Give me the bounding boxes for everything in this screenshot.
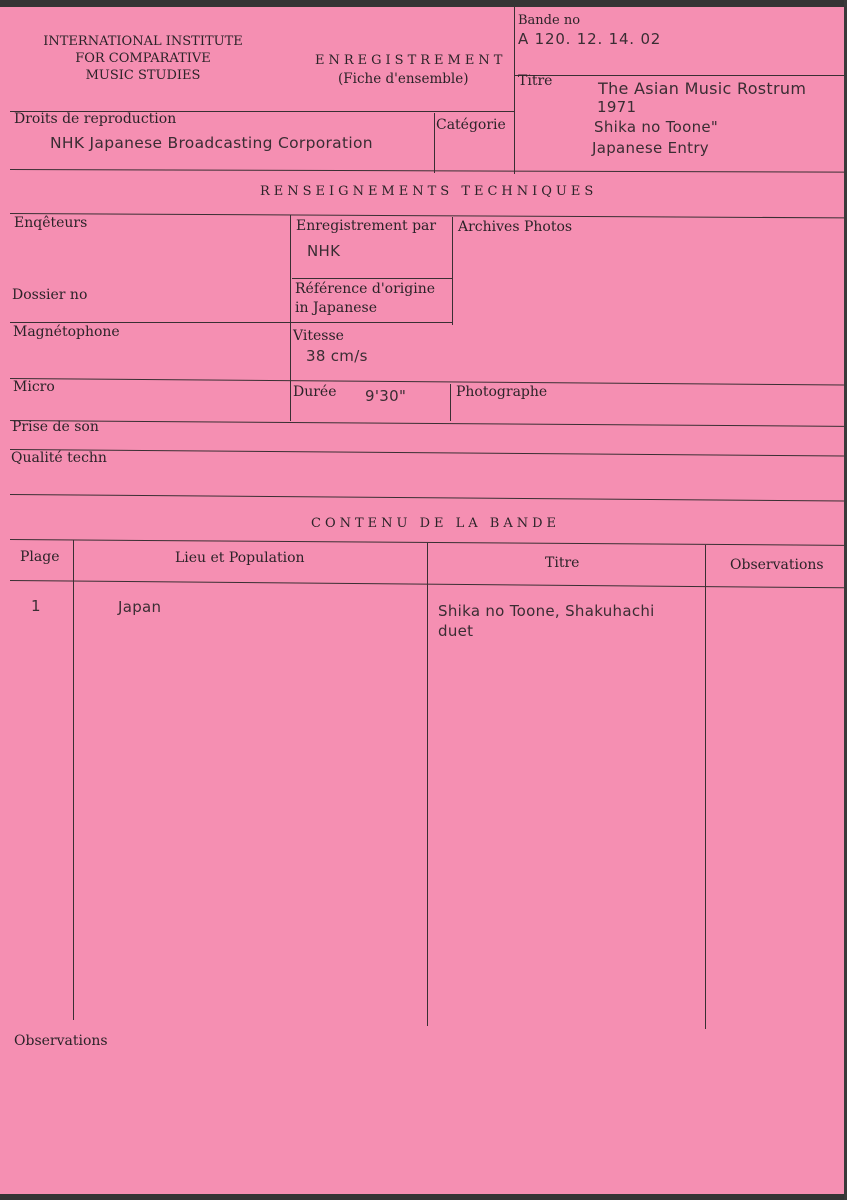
institute-line-2: FOR COMPARATIVE — [75, 51, 211, 66]
enqueteurs-label: Enqêteurs — [14, 215, 88, 231]
column-header-lieu: Lieu et Population — [175, 550, 305, 566]
reference-value: in Japanese — [295, 300, 377, 316]
archives-photos-label: Archives Photos — [458, 219, 573, 235]
qualite-label: Qualité techn — [11, 450, 107, 466]
institute-name — [18, 33, 268, 84]
form-title: ENREGISTREMENT — [315, 53, 507, 68]
photographe-label: Photographe — [456, 384, 548, 400]
enregistrement-par-label: Enregistrement par — [296, 218, 437, 234]
divider — [10, 378, 844, 386]
categorie-label: Catégorie — [436, 117, 506, 133]
divider — [705, 545, 706, 1029]
divider — [450, 384, 451, 421]
titre-line-4: Japanese Entry — [592, 139, 709, 157]
titre-line-2: 1971 — [597, 98, 637, 116]
divider — [452, 217, 453, 325]
divider — [10, 449, 844, 457]
reference-label: Référence d'origine — [295, 281, 436, 297]
bande-label: Bande no — [518, 13, 581, 28]
vitesse-value: 38 cm/s — [306, 347, 368, 365]
divider — [427, 543, 428, 1026]
row-lieu: Japan — [118, 598, 162, 616]
divider — [73, 540, 74, 1020]
divider — [10, 169, 844, 173]
observations-label: Observations — [14, 1033, 108, 1049]
contents-section-title: CONTENU DE LA BANDE — [311, 516, 561, 531]
divider — [292, 278, 452, 279]
column-header-observations: Observations — [730, 557, 824, 573]
institute-line-1: INTERNATIONAL INSTITUTE — [43, 34, 243, 49]
vitesse-label: Vitesse — [293, 328, 344, 344]
titre-line-3: Shika no Toone" — [594, 118, 719, 136]
titre-label: Titre — [518, 73, 553, 89]
scan-border-top — [0, 0, 847, 7]
rights-label: Droits de reproduction — [14, 111, 177, 127]
row-titre-line-2: duet — [438, 622, 474, 640]
rights-value: NHK Japanese Broadcasting Corporation — [50, 134, 373, 152]
prise-de-son-label: Prise de son — [12, 419, 99, 435]
titre-line-1: The Asian Music Rostrum — [598, 79, 807, 98]
dossier-label: Dossier no — [12, 287, 88, 303]
column-header-titre: Titre — [545, 555, 580, 571]
enregistrement-par-value: NHK — [307, 242, 341, 260]
row-titre-line-1: Shika no Toone, Shakuhachi — [438, 602, 655, 620]
scan-border-bottom — [0, 1194, 847, 1200]
row-plage: 1 — [31, 597, 41, 615]
duree-value: 9'30" — [365, 387, 407, 405]
divider — [514, 75, 844, 76]
bande-value: A 120. 12. 14. 02 — [518, 30, 662, 48]
technical-section-title: RENSEIGNEMENTS TECHNIQUES — [260, 184, 598, 199]
column-header-plage: Plage — [20, 549, 60, 565]
magnetophone-label: Magnétophone — [13, 324, 120, 340]
duree-label: Durée — [293, 384, 337, 400]
micro-label: Micro — [13, 379, 55, 395]
form-subtitle: (Fiche d'ensemble) — [338, 71, 469, 87]
divider — [514, 7, 515, 174]
divider — [10, 420, 844, 427]
divider — [10, 494, 844, 502]
institute-line-3: MUSIC STUDIES — [85, 68, 201, 83]
divider — [290, 215, 291, 421]
